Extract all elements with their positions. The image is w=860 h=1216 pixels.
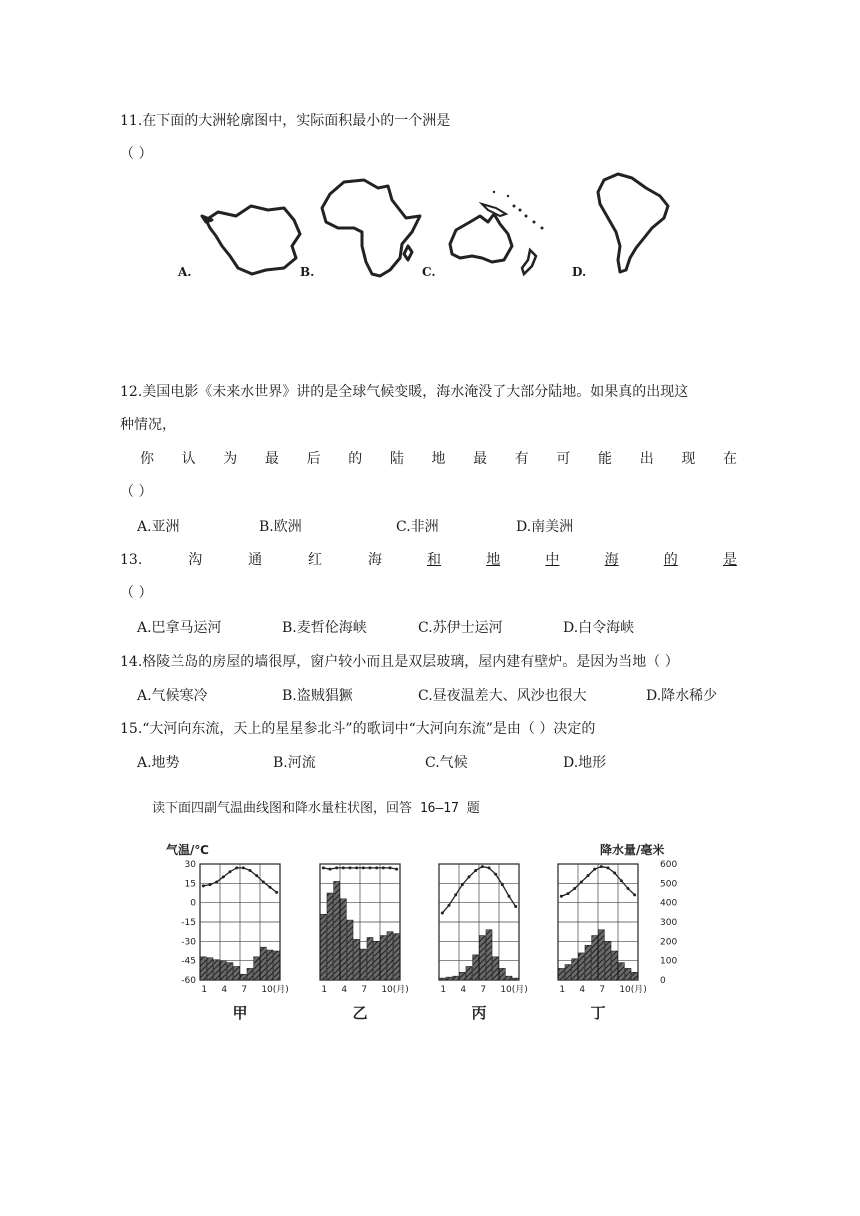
q12-line3-char-10: 可 — [556, 451, 571, 467]
q11-option-c: C. — [422, 265, 436, 279]
q12-line3-char-5: 的 — [348, 451, 363, 467]
panel-2-temp-point-8 — [488, 866, 491, 869]
panel-3-precip-bar-12 — [632, 972, 638, 980]
panel-3-label: 丁 — [590, 1004, 606, 1022]
panel-0-xtick-0: 1 — [201, 985, 208, 995]
q14-option-b: B.盗贼猖獗 — [282, 688, 353, 704]
panel-1-precip-bar-6 — [354, 939, 360, 980]
panel-2-temp-point-6 — [474, 869, 477, 872]
panel-3-temp-point-10 — [620, 879, 623, 882]
panel-2-precip-bar-12 — [513, 978, 519, 980]
q15-stem: 15.“大河向东流，天上的星星参北斗”的歌词中“大河向东流”是由（ ）决定的 — [120, 721, 596, 737]
panel-3-precip-bar-8 — [605, 941, 611, 980]
q15-option-c: C.气候 — [425, 755, 468, 771]
q13-underlined-char-5: 是 — [722, 552, 737, 568]
panel-0-precip-bar-5 — [227, 963, 233, 980]
panel-0-precip-bar-3 — [214, 960, 220, 980]
q12-option-c: C.非洲 — [396, 519, 439, 535]
panel-3-temp-point-9 — [613, 872, 616, 875]
q12-option-a: A.亚洲 — [137, 519, 180, 535]
q12-line3-char-9: 有 — [514, 451, 529, 467]
panel-0-temp-point-5 — [229, 870, 232, 873]
panel-0-precip-bar-2 — [207, 958, 213, 980]
q12-line3-char-6: 陆 — [389, 451, 404, 467]
q13-underlined-char-3: 海 — [604, 552, 619, 568]
panel-1-precip-bar-5 — [347, 920, 353, 980]
q12-line3-char-2: 为 — [223, 451, 238, 467]
panel-3-precip-bar-5 — [585, 945, 591, 980]
panel-1-temp-point-10 — [382, 866, 385, 869]
panel-2-precip-bar-7 — [479, 936, 485, 980]
panel-3-xtick-2: 7 — [599, 985, 606, 995]
panel-1-temp-point-4 — [342, 866, 345, 869]
panel-0-temp-point-4 — [222, 875, 225, 878]
panel-2-precip-bar-11 — [506, 976, 512, 980]
panel-3-precip-bar-9 — [612, 951, 618, 980]
panel-2-temp-point-11 — [508, 895, 511, 898]
panel-1-temp-point-7 — [362, 866, 365, 869]
temperature-tick-0: 30 — [184, 860, 196, 870]
panel-1-temp-point-5 — [349, 866, 352, 869]
panel-3-precip-bar-11 — [625, 968, 631, 980]
panel-1-temp-point-11 — [389, 866, 392, 869]
panel-0-temp-point-12 — [275, 891, 278, 894]
panel-1-xtick-1: 4 — [341, 985, 348, 995]
panel-1-precip-bar-11 — [387, 932, 393, 980]
panel-1-precip-bar-4 — [340, 899, 346, 980]
q13-underlined-char-2: 中 — [545, 552, 560, 568]
q12-option-d: D.南美洲 — [516, 519, 574, 535]
panel-0-temp-point-7 — [242, 866, 245, 869]
panel-2-temp-point-12 — [514, 905, 517, 908]
panel-3-xtick-3: 10(月) — [619, 985, 647, 995]
panel-1-xtick-0: 1 — [321, 985, 328, 995]
q14-option-a: A.气候寒冷 — [137, 688, 208, 704]
panel-3-precip-bar-3 — [572, 959, 578, 980]
panel-1-xtick-2: 7 — [361, 985, 368, 995]
panel-2-temp-point-3 — [454, 893, 457, 896]
q15-option-a: A.地势 — [137, 755, 180, 771]
panel-3-precip-bar-2 — [565, 965, 571, 980]
panel-0-precip-bar-10 — [260, 947, 266, 980]
q11-stem: 11.在下面的大洲轮廓图中，实际面积最小的一个洲是 — [120, 113, 451, 129]
q12-line3-char-11: 能 — [598, 451, 613, 467]
q13-option-c: C.苏伊士运河 — [418, 620, 503, 636]
temperature-tick-4: -30 — [181, 937, 196, 948]
panel-2-xtick-3: 10(月) — [500, 985, 528, 995]
q13-underlined-char-0: 和 — [427, 552, 441, 568]
africa-outline — [318, 178, 422, 280]
panel-2-temp-point-7 — [481, 865, 484, 868]
q14-stem: 14.格陵兰岛的房屋的墙很厚，窗户较小而且是双层玻璃，屋内建有壁炉。是因为当地（ ） — [120, 654, 679, 670]
panel-3-xtick-0: 1 — [559, 985, 566, 995]
panel-2-temp-point-2 — [448, 904, 451, 907]
precipitation-tick-4: 200 — [660, 937, 678, 948]
panel-1-temp-point-1 — [322, 866, 325, 869]
q12-line3-char-1: 认 — [181, 451, 196, 467]
panel-3-temp-point-2 — [567, 892, 570, 895]
panel-0-precip-bar-4 — [220, 961, 226, 980]
q12-line3-char-8: 最 — [473, 451, 488, 467]
panel-2-precip-bar-10 — [499, 968, 505, 980]
panel-0-xtick-1: 4 — [221, 985, 228, 995]
q12-line3-char-0: 你 — [140, 451, 154, 467]
panel-2-temp-point-5 — [468, 875, 471, 878]
q12-line3-char-13: 现 — [681, 451, 696, 467]
q11-option-b: B. — [300, 265, 315, 279]
q13-char-4: 海 — [367, 552, 382, 568]
panel-3-xtick-1: 4 — [579, 985, 586, 995]
temperature-tick-1: 15 — [184, 879, 196, 890]
precipitation-tick-1: 500 — [660, 879, 678, 890]
q13-char-1: 沟 — [188, 552, 203, 568]
panel-1-precip-bar-10 — [380, 936, 386, 980]
panel-1-temp-point-6 — [355, 866, 358, 869]
panel-1-label: 乙 — [352, 1004, 368, 1022]
panel-0-temp-point-10 — [262, 881, 265, 884]
temperature-tick-2: 0 — [190, 898, 196, 909]
panel-2-xtick-1: 4 — [460, 985, 467, 995]
panel-2-temp-point-10 — [501, 883, 504, 886]
panel-0-temp-point-2 — [209, 883, 212, 886]
panel-0-temp-point-9 — [255, 874, 258, 877]
panel-0-temp-point-11 — [269, 886, 272, 889]
temperature-tick-3: -15 — [181, 918, 196, 928]
panel-2-precip-bar-6 — [473, 955, 479, 980]
panel-1-temp-point-9 — [375, 866, 378, 869]
panel-3-precip-bar-6 — [592, 936, 598, 980]
q12-line3-char-12: 出 — [639, 451, 654, 467]
panel-1-xtick-3: 10(月) — [381, 985, 409, 995]
panel-3-temp-point-5 — [587, 874, 590, 877]
panel-3-precip-bar-4 — [578, 953, 584, 980]
q13-underlined-char-4: 的 — [663, 552, 678, 568]
temperature-tick-6: -60 — [181, 976, 196, 986]
panel-2-temp-point-4 — [461, 883, 464, 886]
q13-char-0: 13. — [120, 552, 143, 568]
q12-line2: 种情况， — [120, 417, 176, 433]
climate-charts — [160, 836, 700, 1036]
panel-1-temp-point-2 — [329, 868, 332, 871]
temperature-tick-5: -45 — [181, 956, 196, 967]
q14-option-c: C.昼夜温差大、风沙也很大 — [418, 688, 587, 704]
panel-2-precip-bar-5 — [466, 966, 472, 980]
q15-option-d: D.地形 — [563, 755, 607, 771]
precipitation-tick-5: 100 — [660, 956, 678, 967]
panel-3-temp-point-7 — [600, 865, 603, 868]
panel-0-precip-bar-6 — [234, 966, 240, 980]
panel-2-precip-bar-9 — [493, 957, 499, 980]
q14-option-d: D.降水稀少 — [646, 688, 718, 704]
panel-1-temp-point-3 — [335, 866, 338, 869]
q13-char-3: 红 — [308, 552, 323, 568]
q13-option-b: B.麦哲伦海峡 — [282, 620, 367, 636]
temperature-axis-title: 气温/℃ — [166, 843, 209, 857]
q11-option-d: D. — [572, 265, 587, 279]
q13-answer-paren: （ ） — [120, 585, 153, 601]
panel-0-temp-point-6 — [235, 866, 238, 869]
q16-17-instruction: 读下面四副气温曲线图和降水量柱状图，回答 16—17 题 — [152, 801, 480, 816]
panel-0-xtick-3: 10(月) — [261, 985, 289, 995]
q13-option-d: D.白令海峡 — [563, 620, 635, 636]
panel-3-precip-bar-10 — [618, 963, 624, 980]
panel-0-precip-bar-12 — [274, 951, 280, 980]
panel-3-precip-bar-1 — [558, 968, 564, 980]
precipitation-tick-3: 300 — [660, 918, 678, 928]
panel-2-precip-bar-8 — [486, 930, 492, 980]
q15-option-b: B.河流 — [273, 755, 316, 771]
panel-3-temp-point-1 — [560, 895, 563, 898]
panel-1-precip-bar-3 — [334, 881, 340, 980]
q13-line-part2 — [427, 550, 737, 570]
panel-3-temp-point-11 — [627, 887, 630, 890]
q13-option-a: A.巴拿马运河 — [137, 620, 222, 636]
panel-3-temp-point-4 — [580, 881, 583, 884]
panel-1-precip-bar-12 — [394, 934, 400, 980]
panel-3-temp-point-8 — [607, 866, 610, 869]
panel-3-precip-bar-7 — [598, 930, 604, 980]
precipitation-tick-0: 600 — [660, 860, 678, 870]
q13-char-2: 通 — [248, 552, 263, 568]
q12-line1: 12.美国电影《未来水世界》讲的是全球气候变暖，海水淹没了大部分陆地。如果真的出现这 — [120, 384, 689, 400]
panel-0-precip-bar-11 — [267, 950, 273, 980]
q12-option-b: B.欧洲 — [259, 519, 302, 535]
panel-2-label: 丙 — [471, 1004, 487, 1022]
panel-1-precip-bar-7 — [360, 949, 366, 980]
panel-0-label: 甲 — [232, 1004, 248, 1022]
panel-3-temp-point-12 — [633, 893, 636, 896]
panel-2-precip-bar-4 — [459, 972, 465, 980]
q12-line3-char-14: 在 — [722, 451, 737, 467]
q11-answer-paren: （ ） — [120, 146, 153, 162]
panel-2-temp-point-1 — [441, 911, 444, 914]
q12-line3-char-4: 后 — [306, 451, 321, 467]
precipitation-tick-6: 0 — [660, 976, 666, 986]
panel-1-precip-bar-1 — [320, 914, 326, 980]
panel-0-temp-point-3 — [215, 881, 218, 884]
panel-1-temp-point-8 — [369, 866, 372, 869]
precipitation-tick-2: 400 — [660, 898, 678, 909]
panel-0-precip-bar-1 — [200, 957, 206, 980]
panel-1-precip-bar-9 — [374, 941, 380, 980]
panel-0-precip-bar-8 — [247, 968, 253, 980]
q12-line3-char-7: 地 — [431, 451, 446, 467]
q13-line-part1 — [120, 550, 382, 570]
precipitation-axis-title: 降水量/毫米 — [600, 843, 665, 857]
panel-2-xtick-2: 7 — [480, 985, 487, 995]
q12-line3 — [140, 449, 737, 469]
q13-underlined-char-1: 地 — [486, 552, 501, 568]
panel-1-precip-bar-2 — [327, 893, 333, 980]
panel-2-xtick-0: 1 — [440, 985, 447, 995]
panel-2-precip-bar-2 — [446, 977, 452, 980]
panel-2-precip-bar-3 — [453, 976, 459, 980]
antarctica-outline — [196, 198, 306, 278]
q11-option-a: A. — [178, 265, 192, 279]
oceania-outline — [444, 186, 556, 276]
south-america-outline — [594, 170, 674, 276]
panel-1-precip-bar-8 — [367, 937, 373, 980]
q12-answer-paren: （ ） — [120, 484, 153, 500]
panel-0-temp-point-1 — [202, 884, 205, 887]
q12-line3-char-3: 最 — [264, 451, 279, 467]
panel-2-precip-bar-1 — [439, 978, 445, 980]
panel-1-temp-point-12 — [395, 868, 398, 871]
panel-2-temp-point-9 — [494, 873, 497, 876]
panel-3-temp-point-3 — [573, 887, 576, 890]
panel-0-xtick-2: 7 — [241, 985, 248, 995]
panel-3-temp-point-6 — [593, 868, 596, 871]
panel-0-precip-bar-9 — [254, 957, 260, 980]
panel-0-precip-bar-7 — [240, 974, 246, 980]
panel-0-temp-point-8 — [249, 869, 252, 872]
